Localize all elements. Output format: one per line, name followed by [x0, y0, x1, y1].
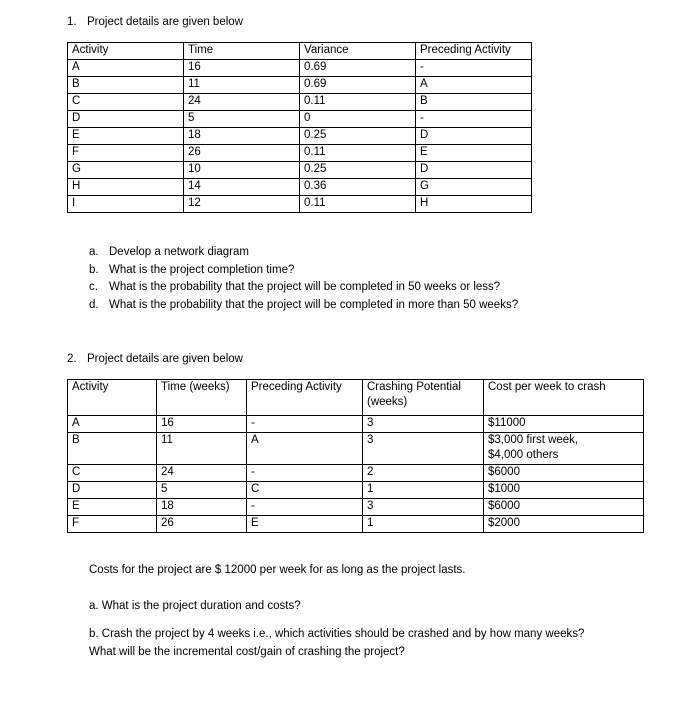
- header-time: Time: [184, 43, 300, 60]
- cell-activity: I: [68, 196, 184, 213]
- cell-cost: $2000: [484, 516, 644, 533]
- cell-activity: C: [68, 94, 184, 111]
- cell-preceding: B: [416, 94, 532, 111]
- cell-activity: B: [68, 77, 184, 94]
- table-row: [68, 179, 532, 196]
- cell-preceding: G: [416, 179, 532, 196]
- cell-time: 24: [157, 465, 247, 482]
- cell-preceding: A: [247, 433, 363, 465]
- cell-preceding: E: [416, 145, 532, 162]
- question-c: [89, 279, 518, 297]
- cell-activity: D: [68, 111, 184, 128]
- cell-activity: B: [68, 433, 157, 465]
- cell-preceding: -: [247, 465, 363, 482]
- header-activity: Activity: [68, 380, 157, 416]
- question-2b-line1: b. Crash the project by 4 weeks i.e., which activities should be crashed and by how many weeks?: [89, 628, 585, 640]
- table-row: [68, 499, 644, 516]
- cell-activity: H: [68, 179, 184, 196]
- section1-table: [67, 42, 532, 213]
- question-2a: a. What is the project duration and costs?: [89, 600, 301, 612]
- header-variance: Variance: [300, 43, 416, 60]
- cell-crashing-potential: 3: [363, 433, 484, 465]
- cell-crashing-potential: 3: [363, 416, 484, 433]
- cell-activity: F: [68, 516, 157, 533]
- cell-variance: 0.36: [300, 179, 416, 196]
- section2-heading-text: Project details are given below: [87, 353, 243, 365]
- table-row: [68, 162, 532, 179]
- cell-preceding: C: [247, 482, 363, 499]
- cell-activity: A: [68, 416, 157, 433]
- cell-time: 5: [157, 482, 247, 499]
- question-a: [89, 244, 518, 262]
- cell-activity: G: [68, 162, 184, 179]
- question-label: d.: [89, 298, 99, 311]
- header-cost-per-week: Cost per week to crash: [484, 380, 644, 416]
- cell-crashing-potential: 3: [363, 499, 484, 516]
- cell-time: 18: [184, 128, 300, 145]
- cell-activity: A: [68, 60, 184, 77]
- table-row: [68, 516, 644, 533]
- cell-preceding: -: [247, 416, 363, 433]
- cell-crashing-potential: 1: [363, 516, 484, 533]
- cell-crashing-potential: 1: [363, 482, 484, 499]
- section1-heading: [67, 16, 243, 28]
- table-row: [68, 60, 532, 77]
- table-row: [68, 482, 644, 499]
- question-label: a.: [89, 246, 99, 258]
- question-b: [89, 262, 518, 280]
- table-row: [68, 196, 532, 213]
- cost-note: Costs for the project are $ 12000 per week for as long as the project lasts.: [89, 564, 466, 576]
- cell-time: 16: [184, 60, 300, 77]
- question-text: What is the project completion time?: [109, 263, 295, 276]
- cell-preceding: D: [416, 162, 532, 179]
- section2-number: 2.: [67, 353, 77, 365]
- table-row: [68, 416, 644, 433]
- table-header-row: [68, 43, 532, 60]
- section2-heading: [67, 353, 243, 365]
- cell-time: 11: [157, 433, 247, 465]
- header-preceding: Preceding Activity: [247, 380, 363, 416]
- question-text: Develop a network diagram: [109, 246, 249, 258]
- cell-time: 10: [184, 162, 300, 179]
- cell-preceding: -: [416, 111, 532, 128]
- table-row: [68, 111, 532, 128]
- cell-time: 24: [184, 94, 300, 111]
- cell-variance: 0.11: [300, 196, 416, 213]
- cell-preceding: A: [416, 77, 532, 94]
- cell-time: 26: [184, 145, 300, 162]
- table-header-row: [68, 380, 644, 416]
- cell-preceding: E: [247, 516, 363, 533]
- cell-crashing-potential: 2: [363, 465, 484, 482]
- cell-time: 14: [184, 179, 300, 196]
- table-row: [68, 465, 644, 482]
- cell-activity: E: [68, 499, 157, 516]
- question-d: [89, 297, 518, 315]
- question-text: What is the probability that the project will be completed in 50 weeks or less?: [109, 281, 501, 293]
- cell-time: 18: [157, 499, 247, 516]
- cell-activity: E: [68, 128, 184, 145]
- cell-variance: 0.69: [300, 77, 416, 94]
- cell-cost: $6000: [484, 499, 644, 516]
- header-activity: Activity: [68, 43, 184, 60]
- section2-table: [67, 379, 644, 533]
- cell-preceding: -: [247, 499, 363, 516]
- header-preceding: Preceding Activity: [416, 43, 532, 60]
- cell-activity: D: [68, 482, 157, 499]
- cell-activity: F: [68, 145, 184, 162]
- section1-questions: [89, 244, 518, 314]
- table-row: [68, 433, 644, 465]
- question-text: What is the probability that the project will be completed in more than 50 weeks?: [109, 298, 519, 311]
- header-time-weeks: Time (weeks): [157, 380, 247, 416]
- cell-time: 5: [184, 111, 300, 128]
- question-label: c.: [89, 281, 98, 293]
- cell-variance: 0.11: [300, 94, 416, 111]
- section1-heading-text: Project details are given below: [87, 16, 243, 28]
- table-row: [68, 77, 532, 94]
- table-row: [68, 128, 532, 145]
- cell-time: 11: [184, 77, 300, 94]
- section1-number: 1.: [67, 16, 77, 28]
- question-label: b.: [89, 263, 99, 276]
- cell-cost: $1000: [484, 482, 644, 499]
- cell-variance: 0.25: [300, 162, 416, 179]
- cell-variance: 0.69: [300, 60, 416, 77]
- cell-variance: 0.25: [300, 128, 416, 145]
- table-row: [68, 145, 532, 162]
- cell-time: 16: [157, 416, 247, 433]
- cell-time: 12: [184, 196, 300, 213]
- cell-variance: 0: [300, 111, 416, 128]
- table-row: [68, 94, 532, 111]
- header-crashing-potential: Crashing Potential (weeks): [363, 380, 484, 416]
- cell-preceding: H: [416, 196, 532, 213]
- cell-preceding: D: [416, 128, 532, 145]
- cell-preceding: -: [416, 60, 532, 77]
- cell-variance: 0.11: [300, 145, 416, 162]
- cell-cost: $11000: [484, 416, 644, 433]
- cell-cost: $3,000 first week, $4,000 others: [484, 433, 644, 465]
- cell-activity: C: [68, 465, 157, 482]
- question-2b-line2: What will be the incremental cost/gain of crashing the project?: [89, 646, 405, 658]
- cell-cost: $6000: [484, 465, 644, 482]
- cell-time: 26: [157, 516, 247, 533]
